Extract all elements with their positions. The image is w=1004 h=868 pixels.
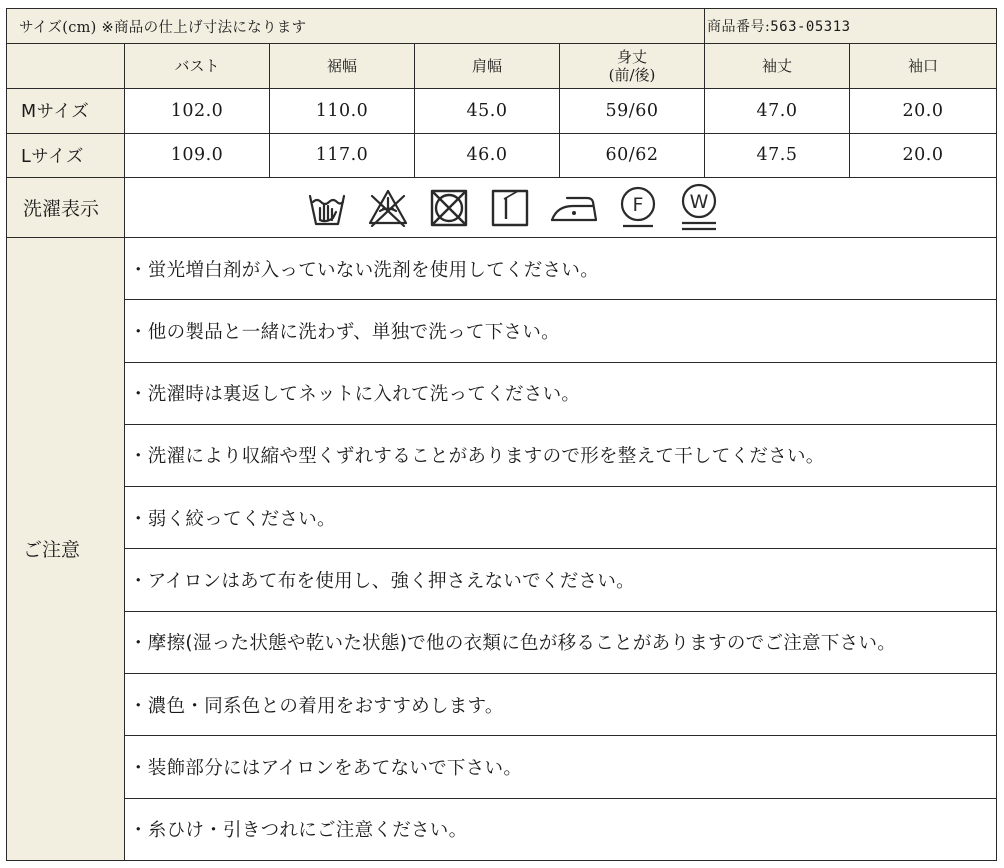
wet-clean-w-icon <box>677 183 721 233</box>
cell-m-hem: 110.0 <box>270 89 415 134</box>
caution-item: ・洗濯時は裏返してネットに入れて洗ってください。 <box>125 362 997 424</box>
header-cuff: 袖口 <box>850 44 997 89</box>
cell-m-sleeve: 47.0 <box>705 89 850 134</box>
dry-clean-f-icon <box>616 184 660 232</box>
note-row <box>7 798 997 860</box>
dry-clean-letter: F <box>632 193 644 216</box>
header-sleeve-length: 袖丈 <box>705 44 850 89</box>
product-number <box>705 9 997 44</box>
size-header-row <box>7 44 997 89</box>
note-row <box>7 487 997 549</box>
size-row-l <box>7 133 997 178</box>
note-row <box>7 611 997 673</box>
care-symbols <box>125 179 996 237</box>
wet-clean-letter: W <box>689 190 709 213</box>
size-care-table <box>6 8 997 861</box>
note-row <box>7 362 997 424</box>
size-label-m: Mサイズ <box>7 89 125 134</box>
note-row <box>7 736 997 798</box>
product-number-label: 商品番号: <box>707 19 771 36</box>
caution-item: ・装飾部分にはアイロンをあてないで下さい。 <box>125 736 997 798</box>
note-row <box>7 237 997 299</box>
header-shoulder-width: 肩幅 <box>415 44 560 89</box>
cell-m-length: 59/60 <box>560 89 705 134</box>
header-body-length-sub: (前/後) <box>608 66 656 85</box>
caution-item: ・アイロンはあて布を使用し、強く押さえないでください。 <box>125 549 997 611</box>
header-hem-width: 裾幅 <box>270 44 415 89</box>
note-row <box>7 424 997 486</box>
caption-row <box>7 9 997 44</box>
note-row <box>7 673 997 735</box>
caution-label: ご注意 <box>7 237 125 860</box>
line-dry-icon <box>488 186 532 230</box>
cell-l-hem: 117.0 <box>270 133 415 178</box>
cell-l-bust: 109.0 <box>125 133 270 178</box>
cell-l-cuff: 20.0 <box>850 133 997 178</box>
cell-l-sleeve: 47.5 <box>705 133 850 178</box>
cell-l-shoulder: 46.0 <box>415 133 560 178</box>
no-tumble-dry-icon <box>427 186 471 230</box>
caution-item: ・摩擦(湿った状態や乾いた状態)で他の衣類に色が移ることがありますのでご注意下さい。 <box>125 611 997 673</box>
cell-m-bust: 102.0 <box>125 89 270 134</box>
size-row-m <box>7 89 997 134</box>
size-caption: サイズ(cm) ※商品の仕上げ寸法になります <box>7 9 705 44</box>
note-row <box>7 300 997 362</box>
caution-item: ・洗濯により収縮や型くずれすることがありますので形を整えて干してください。 <box>125 424 997 486</box>
iron-low-icon <box>549 186 599 230</box>
caution-item: ・蛍光増白剤が入っていない洗剤を使用してください。 <box>125 237 997 299</box>
header-body-length <box>560 44 705 89</box>
care-symbols-cell <box>125 178 997 238</box>
cell-m-shoulder: 45.0 <box>415 89 560 134</box>
no-bleach-icon <box>366 186 410 230</box>
header-bust: バスト <box>125 44 270 89</box>
care-row <box>7 178 997 238</box>
product-number-value: 563-05313 <box>770 19 851 36</box>
care-label: 洗濯表示 <box>7 178 125 238</box>
header-corner <box>7 44 125 89</box>
caution-item: ・濃色・同系色との着用をおすすめします。 <box>125 673 997 735</box>
cell-l-length: 60/62 <box>560 133 705 178</box>
caution-item: ・糸ひけ・引きつれにご注意ください。 <box>125 798 997 860</box>
size-label-l: Lサイズ <box>7 133 125 178</box>
header-body-length-main: 身丈 <box>616 48 647 67</box>
cell-m-cuff: 20.0 <box>850 89 997 134</box>
caution-item: ・弱く絞ってください。 <box>125 487 997 549</box>
hand-wash-icon <box>305 186 349 230</box>
note-row <box>7 549 997 611</box>
caution-item: ・他の製品と一緒に洗わず、単独で洗って下さい。 <box>125 300 997 362</box>
